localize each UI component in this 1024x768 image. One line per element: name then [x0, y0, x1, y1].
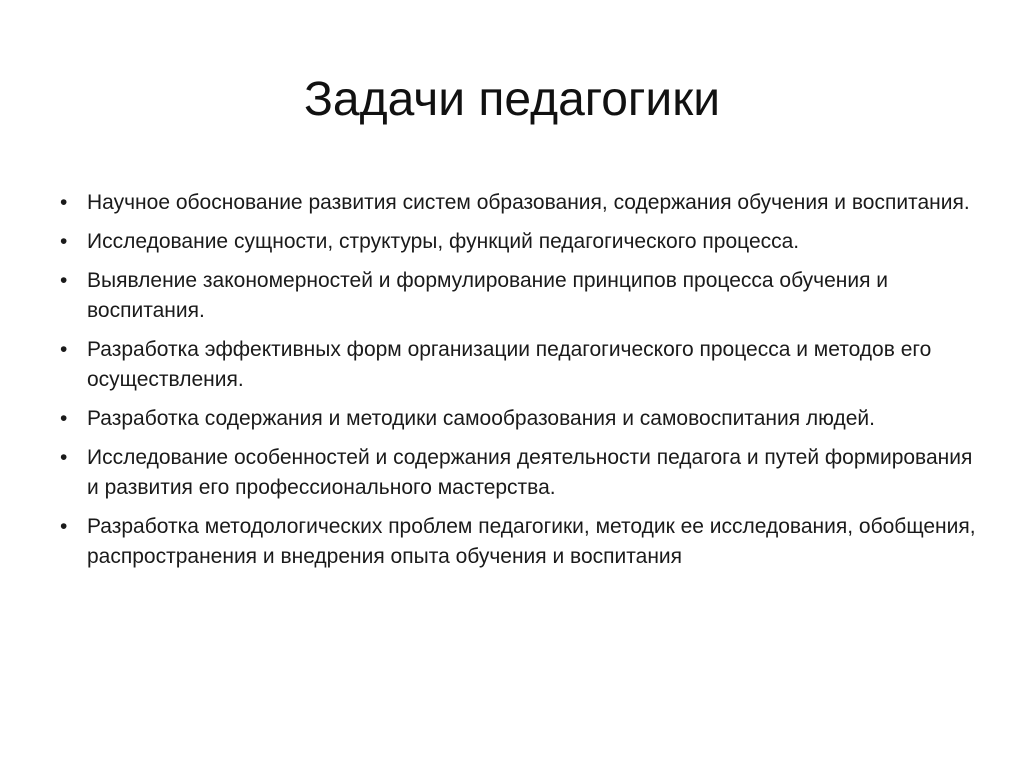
bullet-icon: •: [60, 515, 68, 538]
bullet-item: [60, 512, 980, 572]
bullet-item: [60, 266, 980, 326]
bullet-icon: •: [60, 191, 68, 214]
bullet-icon: •: [60, 338, 68, 361]
bullet-text: Выявление закономерностей и формулирование принципов процесса обучения и воспитания.: [87, 269, 889, 322]
bullet-text: Разработка методологических проблем педагогики, методик ее исследования, обобщения, распространения и внедрения опыта обучения и воспитания: [87, 515, 976, 568]
bullet-text: Научное обоснование развития систем образования, содержания обучения и воспитания.: [87, 191, 970, 214]
bullet-icon: •: [60, 407, 68, 430]
bullet-item: [60, 443, 980, 503]
bullet-text: Разработка эффективных форм организации педагогического процесса и методов его осуществления.: [87, 338, 932, 391]
bullet-text: Исследование сущности, структуры, функций педагогического процесса.: [87, 230, 800, 253]
bullet-item: [60, 227, 980, 257]
bullet-list: [60, 188, 980, 581]
bullet-text: Разработка содержания и методики самообразования и самовоспитания людей.: [87, 407, 875, 430]
bullet-icon: •: [60, 446, 68, 469]
bullet-item: [60, 188, 980, 218]
bullet-icon: •: [60, 269, 68, 292]
slide-title: Задачи педагогики: [303, 73, 721, 126]
bullet-item: [60, 404, 980, 434]
bullet-icon: •: [60, 230, 68, 253]
bullet-item: [60, 335, 980, 395]
bullet-text: Исследование особенностей и содержания деятельности педагога и путей формирования и развития его профессионального мастерства.: [87, 446, 973, 499]
